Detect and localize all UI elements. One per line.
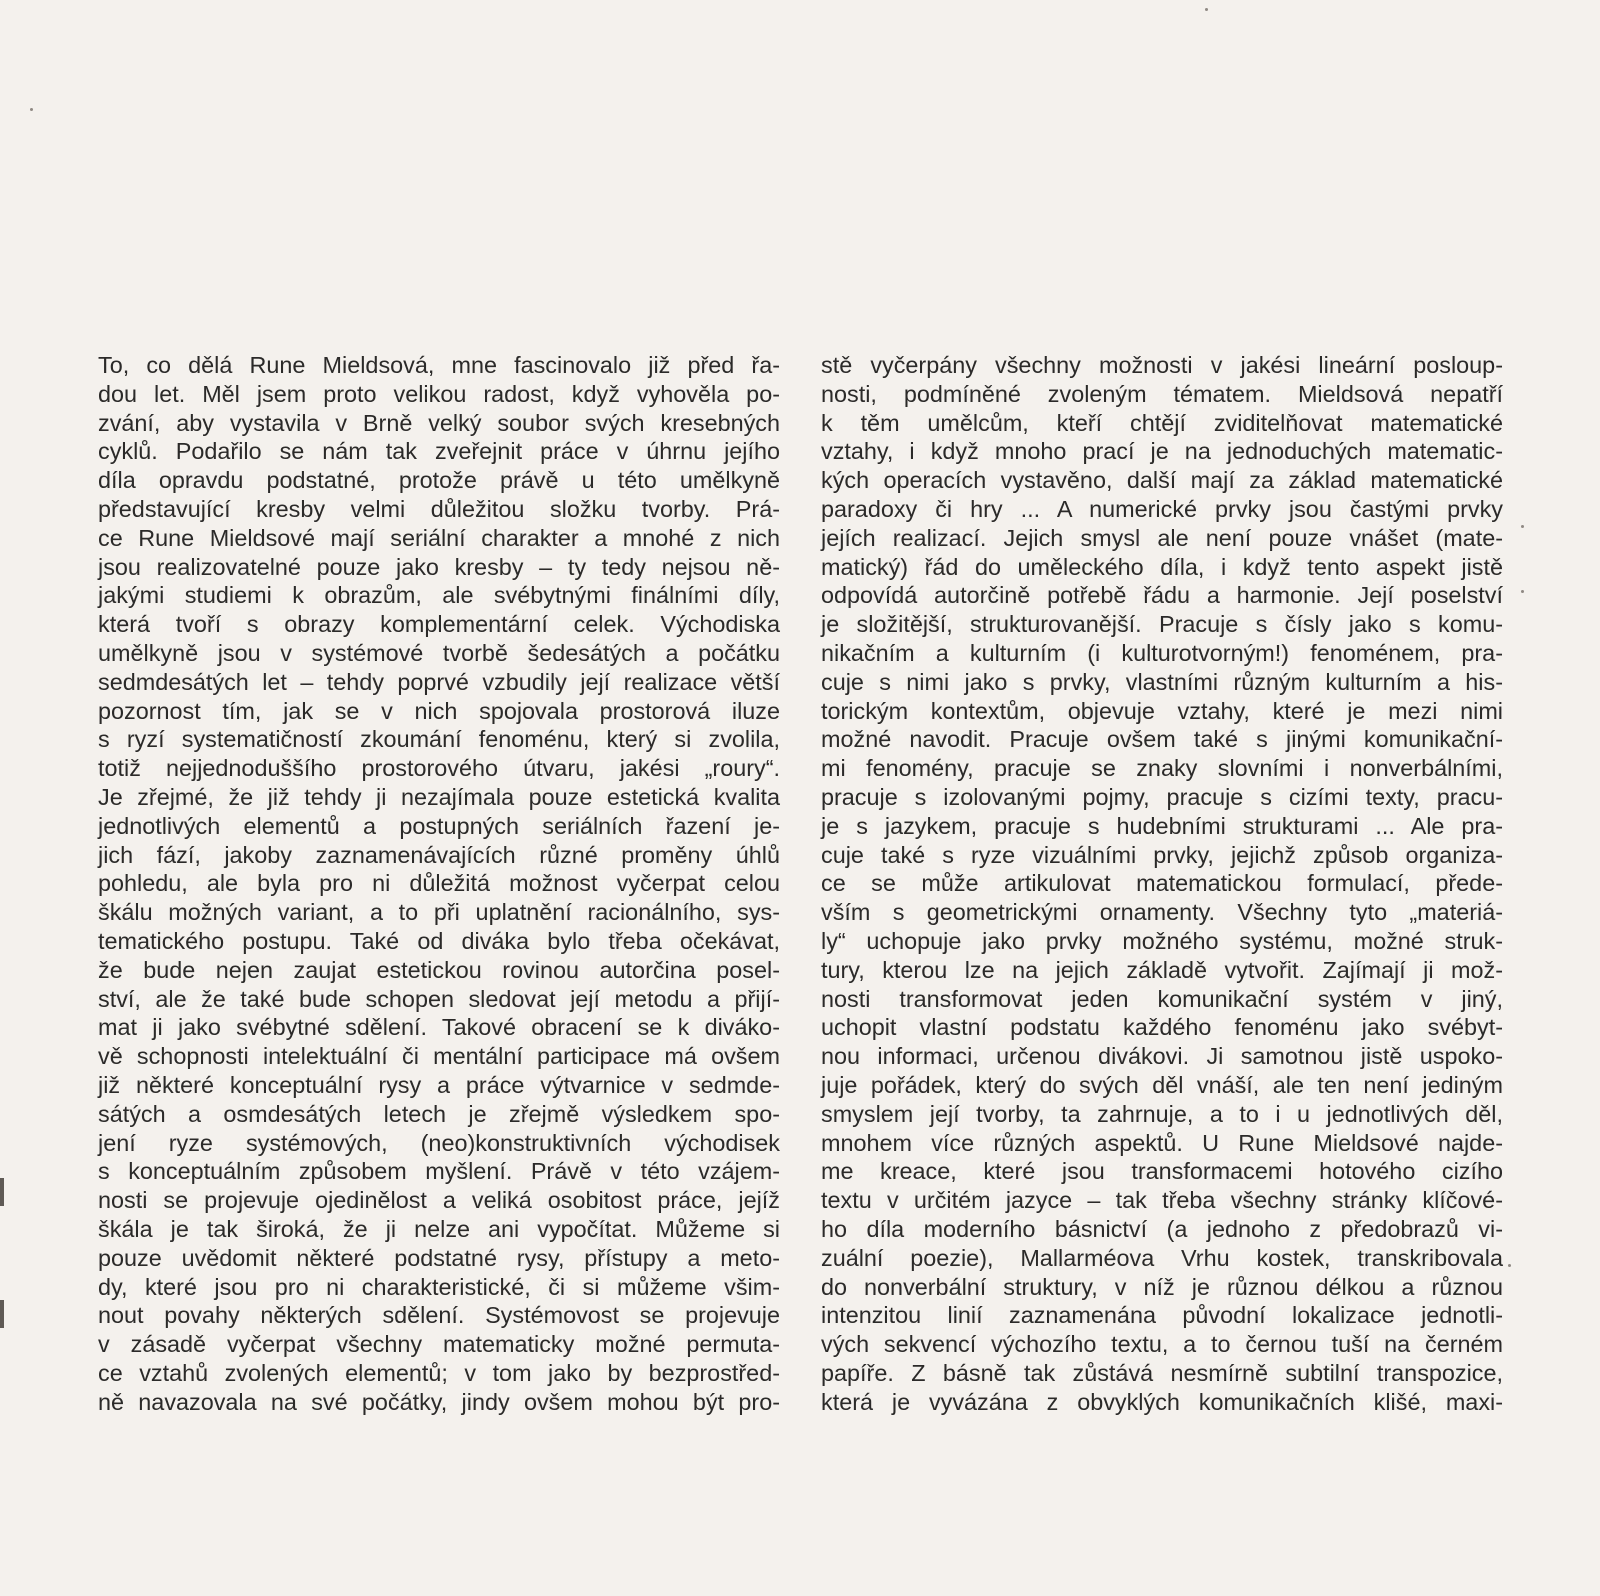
page-edge-mark (0, 1178, 4, 1206)
text-line: stě vyčerpány všechny možnosti v jakési lineární posloup- (821, 352, 1503, 378)
paper-speck (30, 108, 33, 111)
text-line: tematického postupu. Také od diváka bylo třeba očekávat, (98, 927, 780, 954)
text-line: možné navodit. Pracuje ovšem také s jinými komunikační- (821, 726, 1503, 753)
text-line: jení ryze systémových, (neo)konstruktivních východisek (98, 1129, 780, 1156)
right-text-column (821, 351, 1503, 1416)
text-line: mnohem více různých aspektů. U Rune Mieldsové najde- (821, 1129, 1503, 1156)
text-line: sátých a osmdesátých letech je zřejmě výsledkem spo- (98, 1100, 780, 1127)
text-line: nosti se projevuje ojedinělost a veliká osobitost práce, jejíž (98, 1187, 780, 1214)
text-line: cuje s nimi jako s prvky, vlastními různým kulturním a his- (821, 668, 1503, 695)
text-line: nout povahy některých sdělení. Systémovost se projevuje (98, 1302, 780, 1329)
text-line: je složitější, strukturovanější. Pracuje s čísly jako s komu- (821, 611, 1503, 638)
text-line: tury, kterou lze na jejich základě vytvořit. Zajímají ji mož- (821, 956, 1503, 983)
text-line: kých operacích vystavěno, další mají za základ matematické (821, 467, 1503, 494)
text-line: dou let. Měl jsem proto velikou radost, když vyhověla po- (98, 380, 780, 407)
text-line: vých sekvencí výchozího textu, a to černou tuší na černém (821, 1331, 1503, 1358)
text-line: která tvoří s obrazy komplementární celek. Východiska (98, 611, 780, 638)
text-line: ství, ale že také bude schopen sledovat její metodu a přijí- (98, 985, 780, 1012)
text-line: ly“ uchopuje jako prvky možného systému, možné struk- (821, 927, 1503, 954)
text-line: intenzitou linií zaznamenána původní lokalizace jednotli- (821, 1302, 1503, 1329)
paper-speck (1521, 525, 1524, 528)
text-line: s ryzí systematičností zkoumání fenoménu, který si zvolila, (98, 726, 780, 753)
text-line: k těm umělcům, kteří chtějí zviditelňovat matematické (821, 409, 1503, 436)
text-line: nou informaci, určenou divákovi. Ji samotnou jistě uspoko- (821, 1043, 1503, 1070)
text-line: jich fází, jakoby zaznamenávajících různé proměny úhlů (98, 841, 780, 868)
text-line: vztahy, i když mnoho prací je na jednoduchých matematic- (821, 438, 1503, 465)
text-line: že bude nejen zaujat estetickou rovinou autorčina posel- (98, 956, 780, 983)
text-line: díla opravdu podstatné, protože právě u této umělkyně (98, 467, 780, 494)
text-line: pouze uvědomit některé podstatné rysy, přístupy a meto- (98, 1244, 780, 1271)
text-line: jednotlivých elementů a postupných seriálních řazení je- (98, 812, 780, 839)
text-line: již některé konceptuální rysy a práce výtvarnice v sedmde- (98, 1071, 780, 1098)
text-line: To, co dělá Rune Mieldsová, mne fascinovalo již před řa- (98, 352, 780, 378)
text-line: cuje také s ryze vizuálními prvky, jejichž způsob organiza- (821, 841, 1503, 868)
text-line: ho díla moderního básnictví (a jednoho z předobrazů vi- (821, 1215, 1503, 1242)
paper-speck (1508, 1264, 1511, 1267)
text-line: matický) řád do uměleckého díla, i když tento aspekt jistě (821, 553, 1503, 580)
text-line: nosti, podmíněné zvoleným tématem. Mieldsová nepatří (821, 380, 1503, 407)
text-line: jsou realizovatelné pouze jako kresby – ty tedy nejsou ně- (98, 553, 780, 580)
text-line: která je vyvázána z obvyklých komunikačních klišé, maxi- (821, 1388, 1503, 1415)
text-line: ně navazovala na své počátky, jindy ovšem mohou být pro- (98, 1388, 780, 1415)
text-line: nosti transformovat jeden komunikační systém v jiný, (821, 985, 1503, 1012)
text-line: dy, které jsou pro ni charakteristické, či si můžeme všim- (98, 1273, 780, 1300)
text-line: pohledu, ale byla pro ni důležitá možnost vyčerpat celou (98, 870, 780, 897)
text-line: zvání, aby vystavila v Brně velký soubor svých kresebných (98, 409, 780, 436)
text-line: torickým kontextům, objevuje vztahy, které je mezi nimi (821, 697, 1503, 724)
text-line: ce vztahů zvolených elementů; v tom jako by bezprostřed- (98, 1359, 780, 1386)
text-line: v zásadě vyčerpat všechny matematicky možné permuta- (98, 1331, 780, 1358)
text-line: do nonverbální struktury, v níž je různou délkou a různou (821, 1273, 1503, 1300)
text-line: vě schopnosti intelektuální či mentální participace má ovšem (98, 1043, 780, 1070)
text-line: jejích realizací. Jejich smysl ale není pouze vnášet (mate- (821, 524, 1503, 551)
text-line: sedmdesátých let – tehdy poprvé vzbudily její realizace větší (98, 668, 780, 695)
text-line: vším s geometrickými ornamenty. Všechny tyto „materiá- (821, 899, 1503, 926)
paper-speck (1205, 8, 1208, 11)
text-line: s konceptuálním způsobem myšlení. Právě v této vzájem- (98, 1158, 780, 1185)
text-line: jakými studiemi k obrazům, ale svébytnými finálními díly, (98, 582, 780, 609)
page-edge-mark (0, 1300, 4, 1328)
text-line: me kreace, které jsou transformacemi hotového cizího (821, 1158, 1503, 1185)
text-line: totiž nejjednoduššího prostorového útvaru, jakési „roury“. (98, 755, 780, 782)
text-line: ce Rune Mieldsové mají seriální charakter a mnohé z nich (98, 524, 780, 551)
text-line: uchopit vlastní podstatu každého fenoménu jako svébyt- (821, 1014, 1503, 1041)
left-text-column (98, 351, 780, 1416)
text-line: představující kresby velmi důležitou složku tvorby. Prá- (98, 495, 780, 522)
text-line: textu v určitém jazyce – tak třeba všechny stránky klíčové- (821, 1187, 1503, 1214)
text-line: nikačním a kulturním (i kulturotvorným!) fenoménem, pra- (821, 639, 1503, 666)
text-line: ce se může artikulovat matematickou formulací, přede- (821, 870, 1503, 897)
paper-speck (1521, 590, 1524, 593)
text-line: pracuje s izolovanými pojmy, pracuje s cizími texty, pracu- (821, 783, 1503, 810)
text-line: mi fenomény, pracuje se znaky slovními i nonverbálními, (821, 755, 1503, 782)
text-line: zuální poezie), Mallarméova Vrhu kostek, transkribovala (821, 1244, 1503, 1271)
text-line: odpovídá autorčině potřebě řádu a harmonie. Její poselství (821, 582, 1503, 609)
text-line: paradoxy či hry ... A numerické prvky jsou častými prvky (821, 495, 1503, 522)
text-line: škálu možných variant, a to při uplatnění racionálního, sys- (98, 899, 780, 926)
text-line: papíře. Z básně tak zůstává nesmírně subtilní transpozice, (821, 1359, 1503, 1386)
text-line: juje pořádek, který do svých děl vnáší, ale ten není jediným (821, 1071, 1503, 1098)
text-line: umělkyně jsou v systémové tvorbě šedesátých a počátku (98, 639, 780, 666)
text-line: je s jazykem, pracuje s hudebními strukturami ... Ale pra- (821, 812, 1503, 839)
text-line: škála je tak široká, že ji nelze ani vypočítat. Můžeme si (98, 1215, 780, 1242)
text-line: smyslem její tvorby, ta zahrnuje, a to i u jednotlivých děl, (821, 1100, 1503, 1127)
text-line: cyklů. Podařilo se nám tak zveřejnit práce v úhrnu jejího (98, 438, 780, 465)
text-line: pozornost tím, jak se v nich spojovala prostorová iluze (98, 697, 780, 724)
text-line: mat ji jako svébytné sdělení. Takové obracení se k diváko- (98, 1014, 780, 1041)
text-line: Je zřejmé, že již tehdy ji nezajímala pouze estetická kvalita (98, 783, 780, 810)
